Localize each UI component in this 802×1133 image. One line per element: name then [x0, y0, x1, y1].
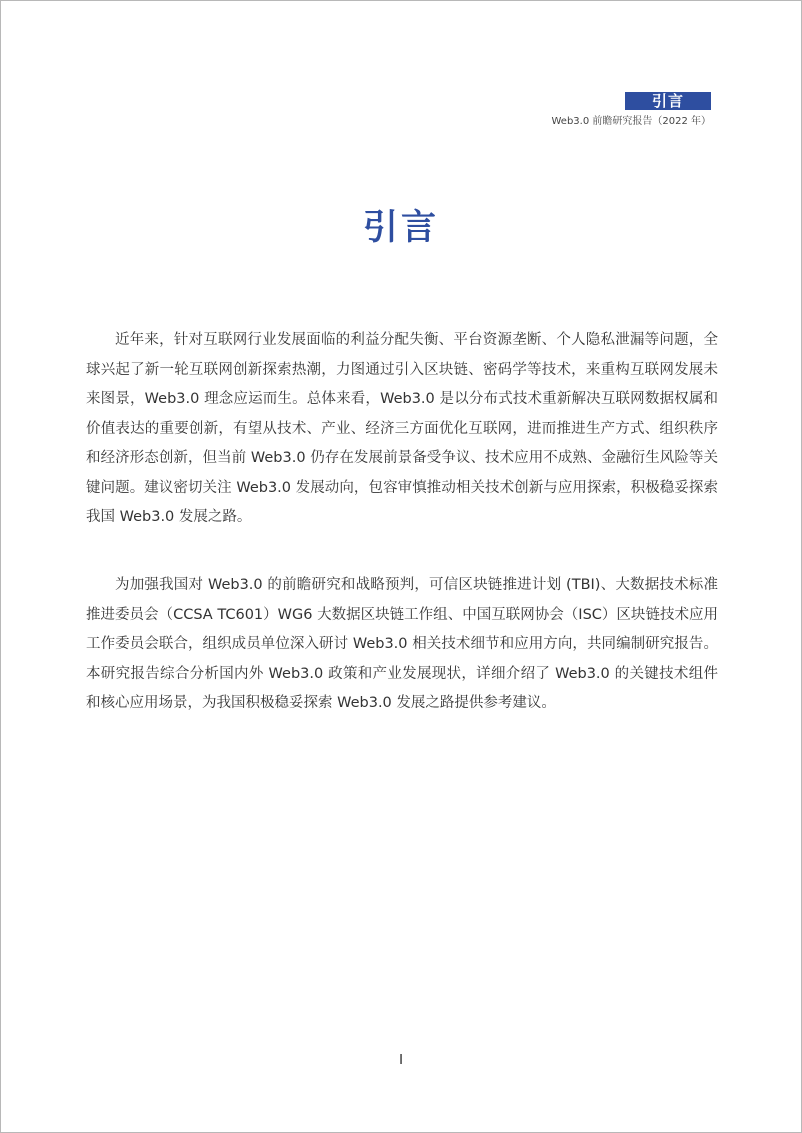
page-number: I: [399, 1053, 403, 1068]
intro-paragraph-1: 近年来，针对互联网行业发展面临的利益分配失衡、平台资源垄断、个人隐私泄漏等问题，全球兴起了新一轮互联网创新探索热潮，力图通过引入区块链、密码学等技术，来重构互联网发展未来图景，Web3.0 理念应运而生。总体来看，Web3.0 是以分布式技术重新解决互联网数据权属和价值表达的重要创新，有望从技术、产业、经济三方面优化互联网，进而推进生产方式、组织秩序和经济形态创新，但当前 Web3.0 仍存在发展前景备受争议、技术应用不成熟、金融衍生风险等关键问题。建议密切关注 Web3.0 发展动向，包容审慎推动相关技术创新与应用探索，积极稳妥探索我国 Web3.0 发展之路。: [86, 332, 718, 525]
section-badge: 引言: [625, 92, 711, 110]
intro-paragraph-2: 为加强我国对 Web3.0 的前瞻研究和战略预判，可信区块链推进计划 (TBI)、大数据技术标准推进委员会（CCSA TC601）WG6 大数据区块链工作组、中国互联网协会（ISC）区块链技术应用工作委员会联合，组织成员单位深入研讨 Web3.0 相关技术细节和应用方向，共同编制研究报告。本研究报告综合分析国内外 Web3.0 政策和产业发展现状，详细介绍了 Web3.0 的关键技术组件和核心应用场景，为我国积极稳妥探索 Web3.0 发展之路提供参考建议。: [86, 577, 718, 711]
page-title: 引言: [362, 208, 439, 248]
report-subtitle: Web3.0 前瞻研究报告（2022 年）: [551, 116, 711, 127]
